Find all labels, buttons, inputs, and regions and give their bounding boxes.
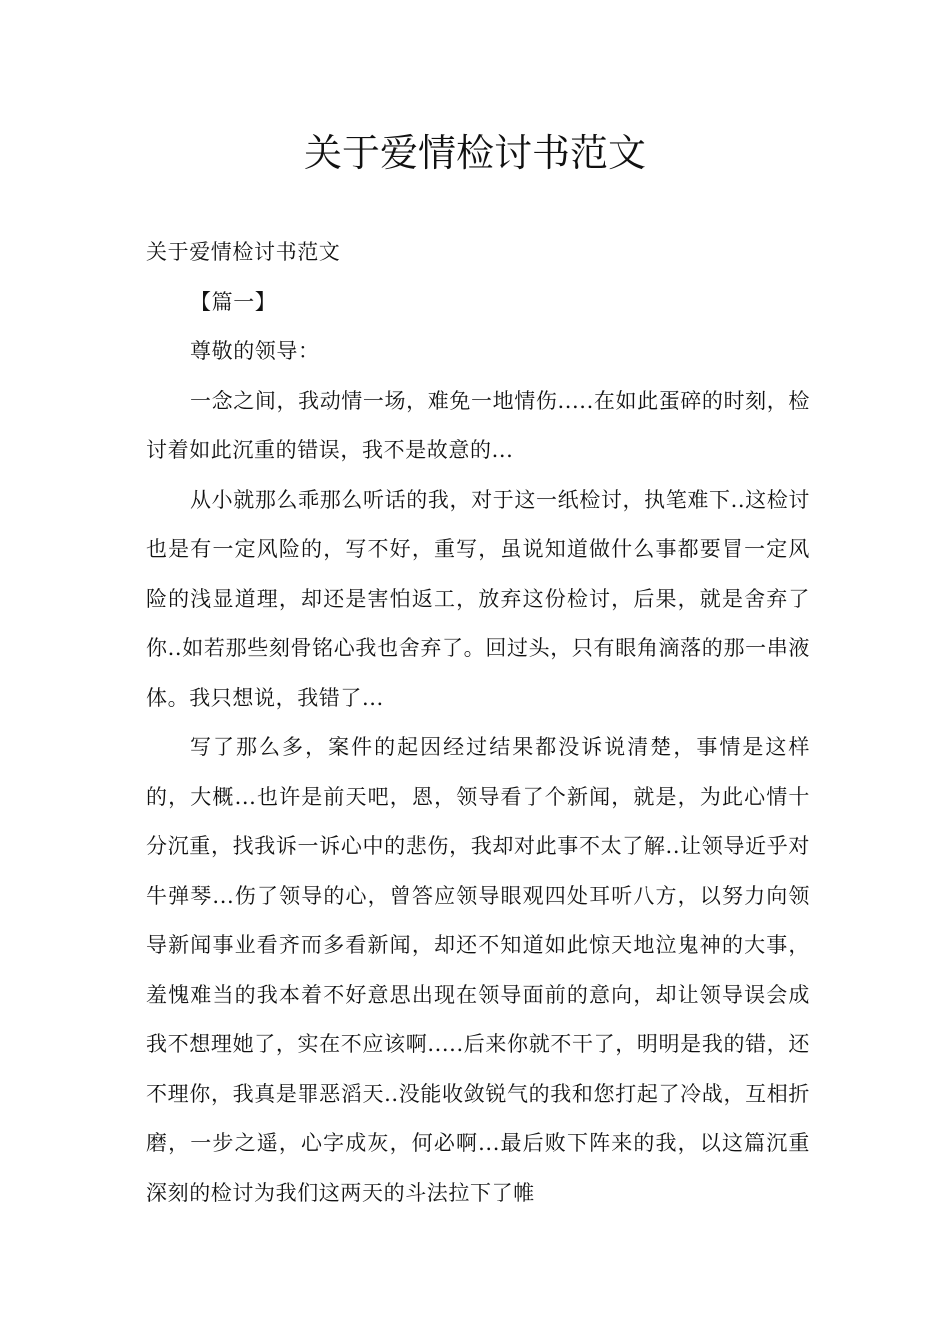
document-title: 关于爱情检讨书范文 bbox=[303, 131, 646, 175]
salutation: 尊敬的领导： bbox=[190, 339, 320, 363]
paragraph-1: 一念之间，我动情一场，难免一地情伤.....在如此蛋碎的时刻，检讨着如此沉重的错误，我不是故意的... bbox=[146, 388, 810, 462]
document-subtitle: 关于爱情检讨书范文 bbox=[146, 240, 341, 264]
paragraph-3: 写了那么多，案件的起因经过结果都没诉说清楚，事情是这样的，大概...也许是前天吧，恩，领导看了个新闻，就是，为此心情十分沉重，找我诉一诉心中的悲伤，我却对此事不太了解..让领导近乎对牛弹琴...伤了领导的心，曾答应领导眼观四处耳听八方，以努力向领导新闻事业看齐而多看新闻，却还不知道如此惊天地泣鬼神的大事，羞愧难当的我本着不好意思出现在领导面前的意向，却让领导误会成我不想理她了，实在不应该啊.....后来你就不干了，明明是我的错，还不理你，我真是罪恶滔天..没能收敛锐气的我和您打起了冷战，互相折磨，一步之遥，心字成灰，何必啊...最后败下阵来的我，以这篇沉重深刻的检讨为我们这两天的斗法拉下了帷 bbox=[146, 735, 810, 1205]
paragraph-2: 从小就那么乖那么听话的我，对于这一纸检讨，执笔难下..这检讨也是有一定风险的，写不好，重写，虽说知道做什么事都要冒一定风险的浅显道理，却还是害怕返工，放弃这份检讨，后果，就是舍弃了你..如若那些刻骨铭心我也舍弃了。回过头，只有眼角滴落的那一串液体。我只想说，我错了... bbox=[146, 487, 810, 710]
document-body bbox=[146, 228, 810, 1218]
section-label: 【篇一】 bbox=[190, 289, 277, 314]
